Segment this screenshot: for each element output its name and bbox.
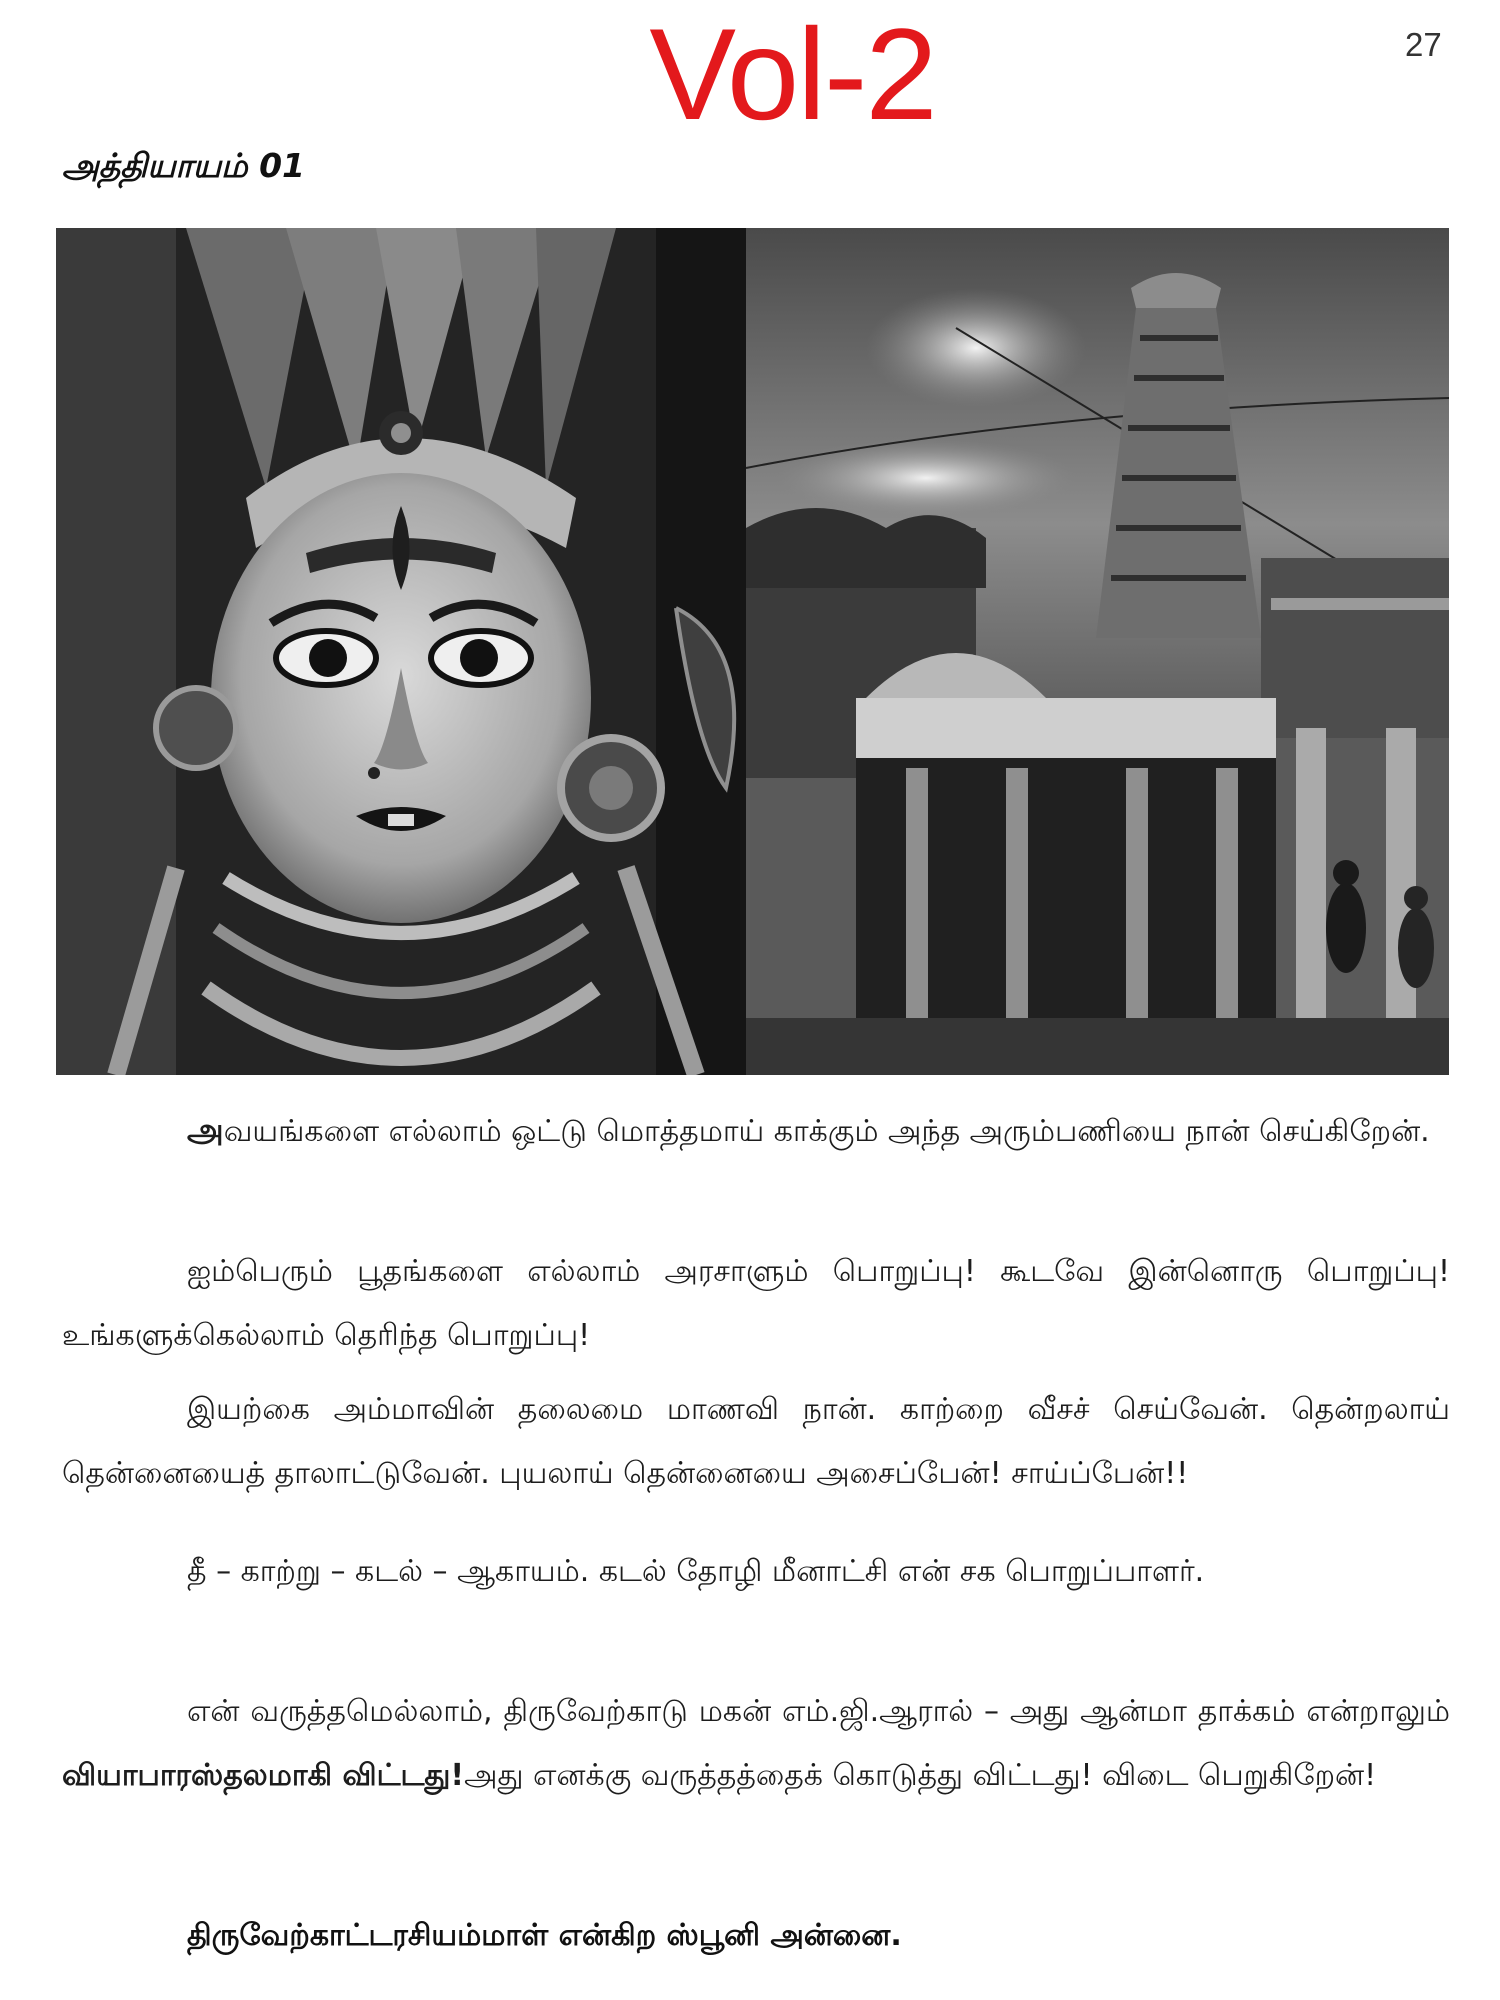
paragraph-2 <box>62 1240 1450 1368</box>
chapter-heading: அத்தியாயம் 01 <box>62 146 306 185</box>
paragraph-5-text-after: அது எனக்கு வருத்தத்தைக் கொடுத்து விட்டது! விடை பெறுகிறேன்! <box>464 1758 1377 1793</box>
paragraph-5 <box>62 1680 1450 1808</box>
paragraph-1-text: வயங்களை எல்லாம் ஒட்டு மொத்தமாய் காக்கும் அந்த அரும்பணியை நான் செய்கிறேன். <box>223 1114 1430 1149</box>
paragraph-1 <box>62 1098 1450 1164</box>
volume-label: Vol-2 <box>649 1 936 147</box>
paragraph-2-text: ஐம்பெரும் பூதங்களை எல்லாம் அரசாளும் பொறுப்பு! கூடவே இன்னொரு பொறுப்பு! உங்களுக்கெல்லாம் தெரிந்த பொறுப்பு! <box>62 1254 1450 1353</box>
goddess-idol-panel <box>56 228 746 1075</box>
signature-line: திருவேற்காட்டரசியம்மாள் என்கிற ஸ்பூனி அன்னை. <box>187 1918 902 1953</box>
paragraph-4 <box>62 1540 1450 1604</box>
paragraph-1-lead: அ <box>187 1110 224 1149</box>
paragraph-3 <box>62 1378 1450 1506</box>
temple-street-panel <box>746 228 1449 1075</box>
paragraph-3-text: இயற்கை அம்மாவின் தலைமை மாணவி நான். காற்றை வீசச் செய்வேன். தென்றலாய் தென்னையைத் தாலாட்டுவேன். புயலாய் தென்னையை அசைப்பேன்! சாய்ப்பேன்!! <box>62 1392 1450 1491</box>
paragraph-5-text-before: என் வருத்தமெல்லாம், திருவேற்காடு மகன் எம்.ஜி.ஆரால் – அது ஆன்மா தாக்கம் என்றாலும் <box>187 1694 1450 1729</box>
chapter-photo <box>56 228 1449 1075</box>
page-number: 27 <box>1405 26 1442 63</box>
paragraph-4-text: தீ – காற்று – கடல் – ஆகாயம். கடல் தோழி மீனாட்சி என் சக பொறுப்பாளர். <box>187 1554 1205 1589</box>
paragraph-5-bold-text: வியாபாரஸ்தலமாகி விட்டது! <box>62 1758 465 1793</box>
